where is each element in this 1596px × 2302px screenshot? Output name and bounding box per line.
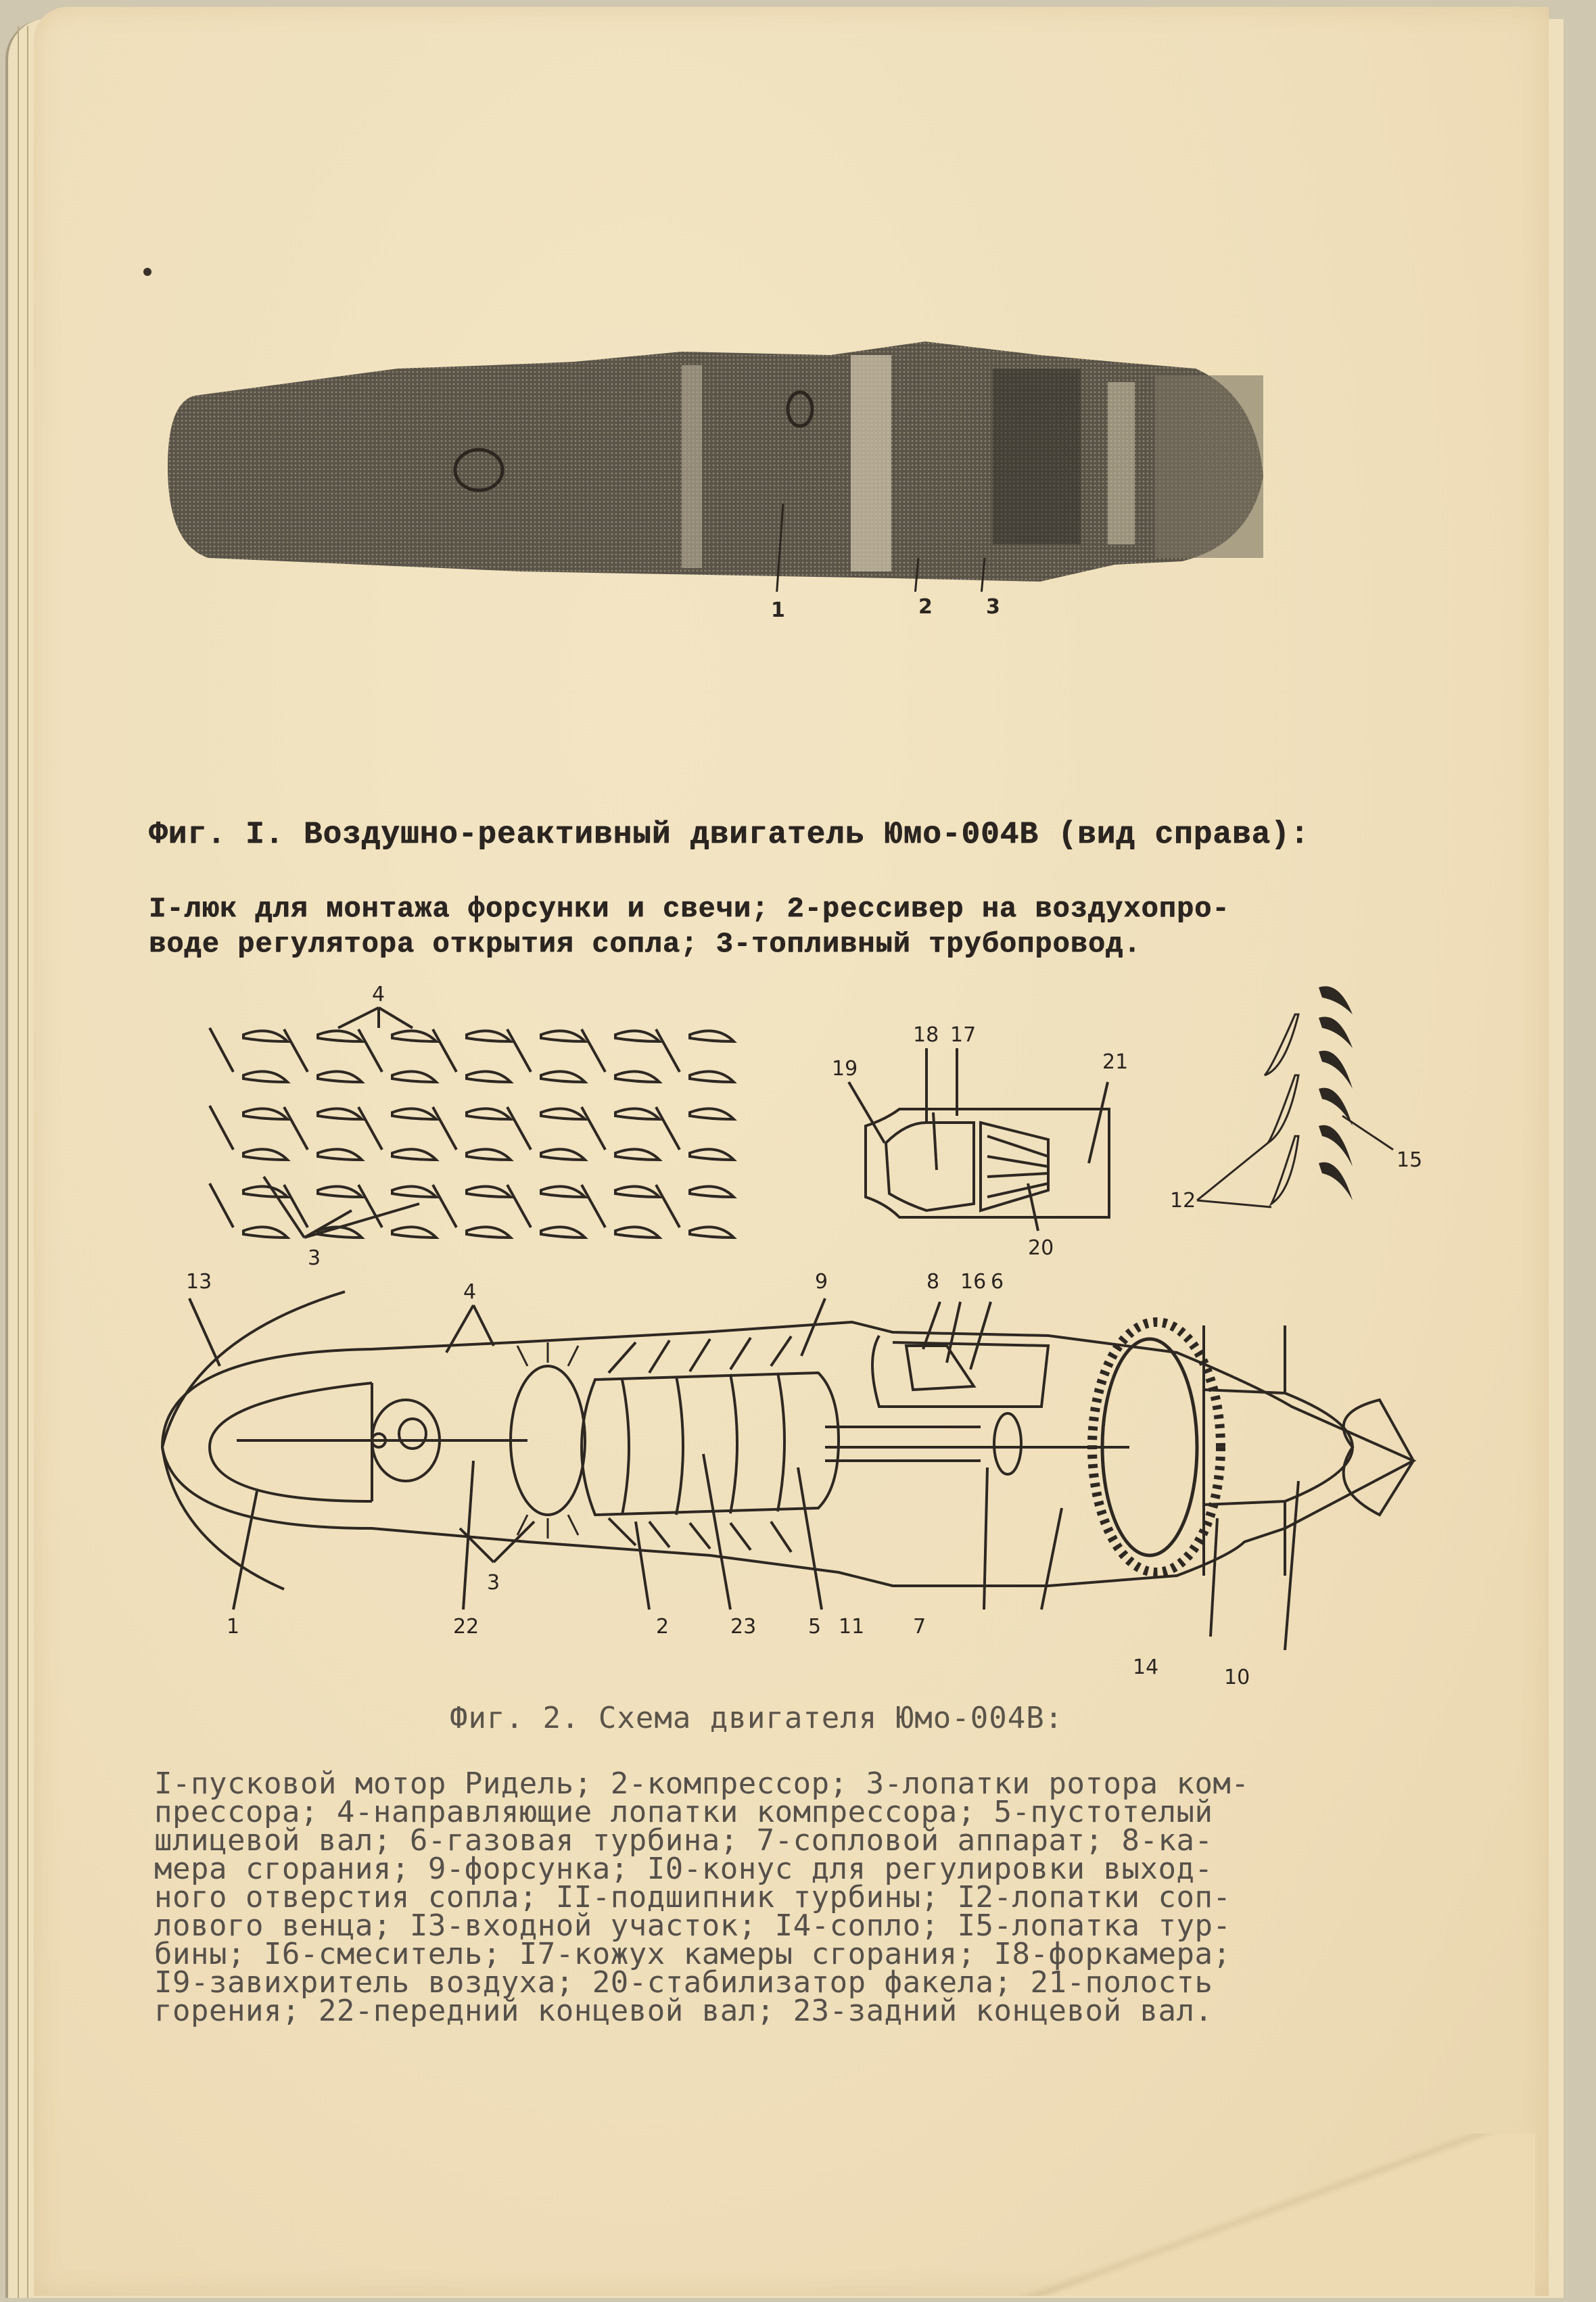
- schematic-label-14: 14: [1133, 1655, 1159, 1679]
- legend-line: мера сгорания; 9-форсунка; I0-конус для регулировки выход-: [154, 1852, 1213, 1886]
- ink-speck: [143, 268, 151, 276]
- chamber-label-17: 17: [950, 1023, 977, 1047]
- turbine-blades-diagram: [1163, 974, 1447, 1231]
- compressor-blade-cascade-diagram: [189, 983, 784, 1271]
- schematic-label-8: 8: [926, 1270, 940, 1294]
- legend-line: ного отверстия сопла; II-подшипник турбины; I2-лопатки соп-: [154, 1880, 1231, 1915]
- legend-line: лового венца; I3-входной участок; I4-сопло; I5-лопатка тур-: [154, 1908, 1231, 1943]
- schematic-label-4: 4: [463, 1280, 477, 1304]
- figure2-legend: [154, 1766, 1426, 2028]
- schematic-label-6: 6: [991, 1270, 1004, 1294]
- engine-photo-illustration: [168, 342, 1426, 592]
- photo-callout-3: 3: [986, 595, 1000, 619]
- blade-label-4: 4: [372, 983, 385, 1006]
- schematic-label-13: 13: [186, 1270, 212, 1294]
- chamber-label-20: 20: [1028, 1236, 1054, 1260]
- schematic-label-10: 10: [1224, 1666, 1250, 1689]
- folded-corner: [981, 2134, 1535, 2296]
- legend-line: прессора; 4-направляющие лопатки компрессора; 5-пустотелый: [154, 1795, 1213, 1829]
- blade-label-3: 3: [308, 1246, 321, 1270]
- schematic-label-1: 1: [227, 1615, 240, 1639]
- figure1-caption-description: [149, 891, 1434, 962]
- legend-line: бины; I6-смеситель; I7-кожух камеры сгорания; I8-форкамера;: [154, 1937, 1231, 1971]
- schematic-label-11: 11: [839, 1615, 865, 1639]
- schematic-label-23: 23: [730, 1615, 757, 1639]
- photo-callout-1: 1: [771, 598, 785, 622]
- schematic-label-5: 5: [808, 1615, 822, 1639]
- figure2-caption-title: Фиг. 2. Схема двигателя Юмо-004В:: [450, 1701, 1064, 1735]
- schematic-label-22: 22: [453, 1615, 479, 1639]
- schematic-label-9: 9: [815, 1270, 828, 1294]
- engine-schematic-diagram: [149, 1258, 1434, 1691]
- figure1-desc-line: I-люк для монтажа форсунки и свечи; 2-рессивер на воздухопро-: [149, 893, 1230, 925]
- schematic-label-16: 16: [960, 1270, 987, 1294]
- schematic-label-2: 2: [656, 1615, 670, 1639]
- figure1-desc-line: воде регулятора открытия сопла; 3-топливный трубопровод.: [149, 928, 1142, 960]
- engine-photograph: [168, 342, 1426, 592]
- legend-line: горения; 22-передний концевой вал; 23-задний концевой вал.: [154, 1994, 1213, 2028]
- schematic-label-7: 7: [913, 1615, 926, 1639]
- chamber-label-21: 21: [1102, 1050, 1129, 1074]
- combustion-chamber-diagram: [825, 1001, 1150, 1258]
- schematic-label-3: 3: [487, 1571, 500, 1595]
- legend-line: шлицевой вал; 6-газовая турбина; 7-сопловой аппарат; 8-ка-: [154, 1823, 1213, 1858]
- figure1-caption-title: Фиг. I. Воздушно-реактивный двигатель Юмо-004В (вид справа):: [149, 817, 1310, 852]
- legend-line: I-пусковой мотор Ридель; 2-компрессор; 3-лопатки ротора ком-: [154, 1766, 1250, 1801]
- photo-callout-2: 2: [918, 595, 933, 619]
- turbine-label-12: 12: [1170, 1189, 1196, 1213]
- chamber-label-19: 19: [832, 1057, 858, 1081]
- turbine-label-15: 15: [1396, 1148, 1423, 1172]
- chamber-label-18: 18: [913, 1023, 939, 1047]
- legend-line: I9-завихритель воздуха; 20-стабилизатор факела; 21-полость: [154, 1965, 1213, 2000]
